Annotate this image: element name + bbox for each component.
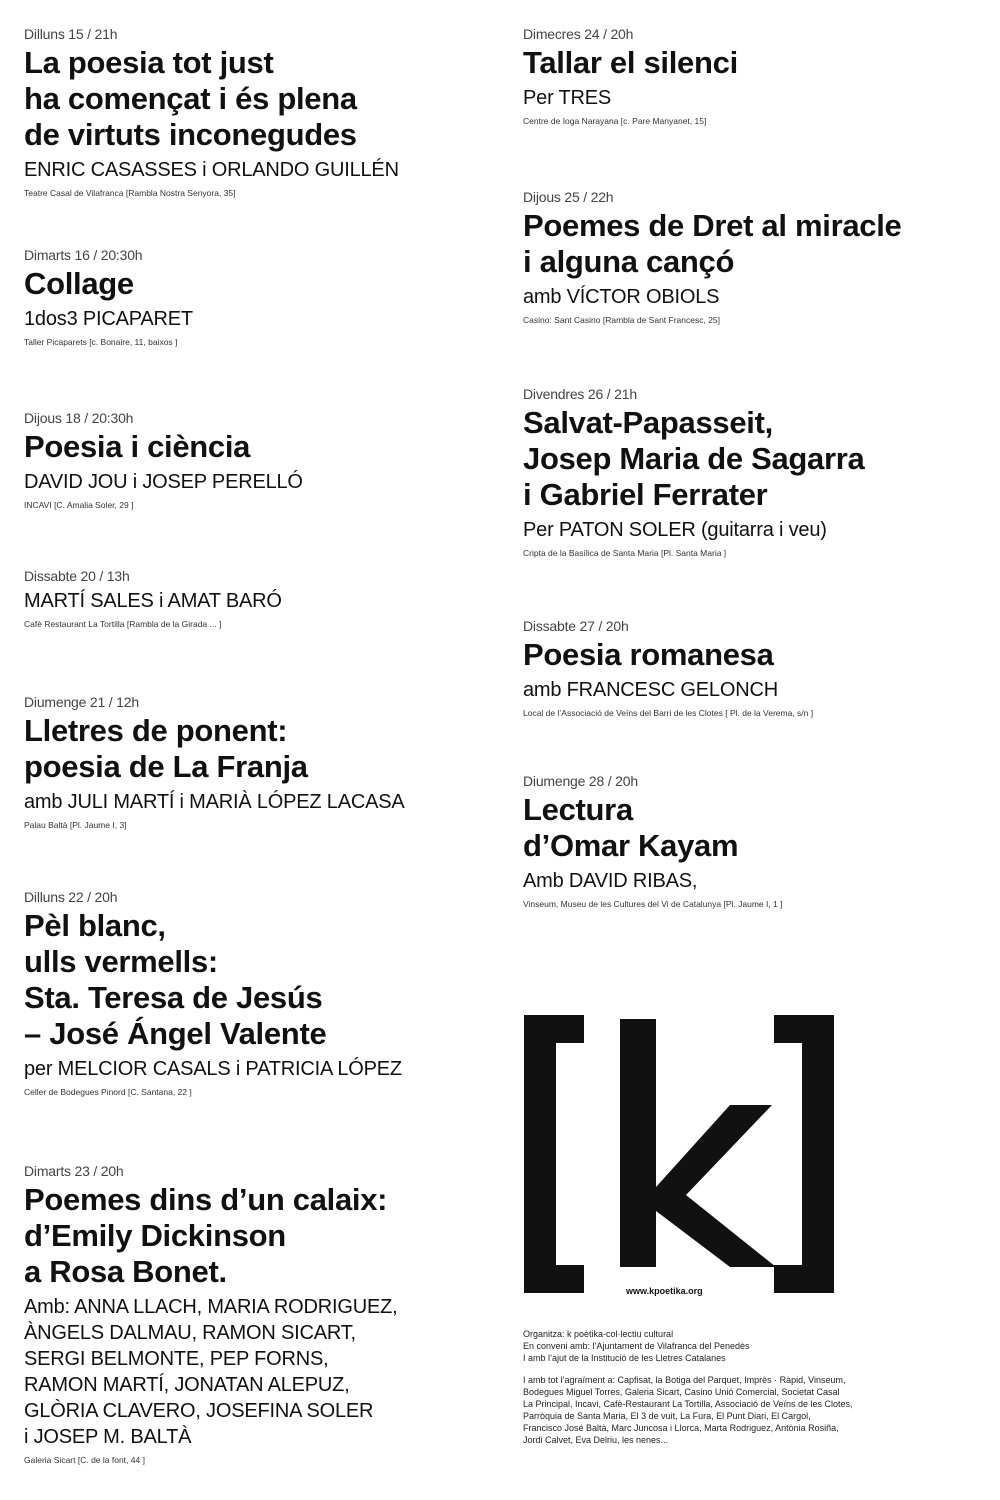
event-date: Diumenge 21 / 12h — [24, 694, 139, 710]
event-title-line: Poesia i ciència — [24, 429, 251, 464]
event-venue: Cripta de la Basílica de Santa Maria [Pl. Santa Maria ] — [523, 548, 727, 558]
event-title — [24, 713, 494, 785]
event-venue: Local de l’Associació de Veïns del Barri de les Clotes [ Pl. de la Verema, s/n ] — [523, 708, 814, 718]
event-date: Diumenge 28 / 20h — [523, 773, 638, 789]
event-title-line: ulls vermells: — [24, 944, 218, 979]
credits-line: I amb l’ajut de la Institució de les Lletres Catalanes — [523, 1353, 726, 1363]
event-date: Dilluns 15 / 21h — [24, 26, 118, 42]
credits-line: Organitza: k poètika-col·lectiu cultural — [523, 1329, 674, 1339]
event-date: Dijous 18 / 20:30h — [24, 410, 134, 426]
event-title-line: de virtuts inconegudes — [24, 117, 357, 152]
event-artists-line: DAVID JOU i JOSEP PERELLÓ — [24, 471, 303, 493]
credits-agraiment — [523, 1374, 973, 1446]
event-title-line: i alguna cançó — [523, 244, 735, 279]
event-title-line: d’Omar Kayam — [523, 828, 739, 863]
event-artists — [523, 868, 983, 894]
event-artists-line: MARTÍ SALES i AMAT BARÓ — [24, 590, 282, 612]
event-date: Dissabte 20 / 13h — [24, 568, 130, 584]
credits-organitza — [523, 1328, 973, 1364]
logo-url[interactable]: www.kpoetika.org — [626, 1286, 703, 1296]
event-artists-line: Per TRES — [523, 87, 612, 109]
event-title — [24, 45, 494, 153]
event-artists-line: ENRIC CASASSES i ORLANDO GUILLÉN — [24, 159, 399, 181]
event-artists — [523, 284, 983, 310]
event-title — [24, 1182, 494, 1290]
left-event-4 — [24, 568, 494, 629]
event-artists-line: 1dos3 PICAPARET — [24, 308, 193, 330]
credits-line: En conveni amb: l’Ajuntament de Vilafranca del Penedès — [523, 1341, 750, 1351]
k-bracket-logo-icon — [524, 1015, 834, 1295]
event-artists-line: amb VÍCTOR OBIOLS — [523, 286, 720, 308]
event-title-line: i Gabriel Ferrater — [523, 477, 768, 512]
event-title — [24, 908, 494, 1052]
credits-line: Jordi Calvet, Eva Delriu, les nenes... — [523, 1435, 669, 1445]
event-title-line: Josep Maria de Sagarra — [523, 441, 865, 476]
event-title — [523, 637, 983, 673]
left-event-5 — [24, 694, 494, 830]
event-artists — [24, 1294, 494, 1450]
event-date: Dimarts 23 / 20h — [24, 1163, 124, 1179]
right-event-5 — [523, 773, 983, 909]
event-title-line: Lletres de ponent: — [24, 713, 288, 748]
event-title-line: Pèl blanc, — [24, 908, 166, 943]
event-artists — [24, 306, 494, 332]
event-title — [24, 266, 494, 302]
event-artists — [24, 789, 494, 815]
credits-line: Francisco José Baltà, Marc Juncosa i Llorca, Marta Rodriguez, Antònia Rosiña, — [523, 1423, 839, 1433]
left-event-7 — [24, 1163, 494, 1465]
event-title — [523, 792, 983, 864]
event-title-line: Salvat-Papasseit, — [523, 405, 773, 440]
credits-line: La Principal, Incavi, Cafè-Restaurant La Tortilla, Associació de Veïns de les Clotes, — [523, 1399, 853, 1409]
event-artists — [24, 588, 494, 614]
event-title-line: La poesia tot just — [24, 45, 274, 80]
right-event-2 — [523, 189, 983, 325]
event-artists — [523, 517, 983, 543]
event-title-line: poesia de La Franja — [24, 749, 308, 784]
event-title-line: Lectura — [523, 792, 633, 827]
event-title-line: – José Ángel Valente — [24, 1016, 327, 1051]
event-artists-line: GLÒRIA CLAVERO, JOSEFINA SOLER — [24, 1400, 374, 1422]
event-artists — [24, 1056, 494, 1082]
credits-line: Bodegues Miguel Torres, Galeria Sicart, Casino Unió Comercial, Societat Casal — [523, 1387, 840, 1397]
event-artists — [24, 469, 494, 495]
event-date: Dijous 25 / 22h — [523, 189, 614, 205]
event-title — [523, 208, 983, 280]
left-event-2 — [24, 247, 494, 347]
event-date: Dilluns 22 / 20h — [24, 889, 118, 905]
event-title — [523, 405, 983, 513]
k-poetika-logo — [524, 1015, 834, 1295]
event-title-line: a Rosa Bonet. — [24, 1254, 227, 1289]
event-artists-line: per MELCIOR CASALS i PATRICIA LÓPEZ — [24, 1058, 402, 1080]
event-venue: Galeria Sicart [C. de la font, 44 ] — [24, 1455, 145, 1465]
credits-line: I amb tot l’agraïment a: Capfisat, la Botiga del Parquet, Imprès · Ràpid, Vinseum, — [523, 1375, 846, 1385]
credits-line: Parròquia de Santa Maria, El 3 de vuit, La Fura, El Punt Diari, El Cargol, — [523, 1411, 811, 1421]
event-artists — [523, 677, 983, 703]
event-title-line: Poemes de Dret al miracle — [523, 208, 902, 243]
event-date: Dimecres 24 / 20h — [523, 26, 634, 42]
event-artists-line: amb FRANCESC GELONCH — [523, 679, 778, 701]
event-title — [24, 429, 494, 465]
right-event-1 — [523, 26, 983, 126]
event-title-line: Sta. Teresa de Jesús — [24, 980, 323, 1015]
event-artists-line: i JOSEP M. BALTÀ — [24, 1426, 192, 1448]
left-event-1 — [24, 26, 494, 198]
event-venue: Cafè Restaurant La Tortilla [Rambla de la Girada ... ] — [24, 619, 222, 629]
event-title-line: ha començat i és plena — [24, 81, 357, 116]
event-artists — [523, 85, 983, 111]
event-title-line: Poemes dins d’un calaix: — [24, 1182, 388, 1217]
event-title-line: Poesia romanesa — [523, 637, 774, 672]
event-date: Dissabte 27 / 20h — [523, 618, 629, 634]
event-artists-line: Amb: ANNA LLACH, MARIA RODRIGUEZ, — [24, 1296, 398, 1318]
event-venue: Vinseum, Museu de les Cultures del Vi de Catalunya [Pl. Jaume I, 1 ] — [523, 899, 783, 909]
event-venue: Palau Baltà [Pl. Jaume I, 3] — [24, 820, 127, 830]
event-artists-line: Per PATON SOLER (guitarra i veu) — [523, 519, 827, 541]
right-event-4 — [523, 618, 983, 718]
event-artists-line: SERGI BELMONTE, PEP FORNS, — [24, 1348, 329, 1370]
event-title-line: d’Emily Dickinson — [24, 1218, 286, 1253]
event-artists — [24, 157, 494, 183]
event-venue: Taller Picaparets [c. Bonaire, 11, baixos ] — [24, 337, 178, 347]
event-artists-line: ÀNGELS DALMAU, RAMON SICART, — [24, 1322, 356, 1344]
left-event-6 — [24, 889, 494, 1097]
event-date: Divendres 26 / 21h — [523, 386, 637, 402]
event-venue: INCAVI [C. Amalia Soler, 29 ] — [24, 500, 134, 510]
event-title-line: Collage — [24, 266, 134, 301]
credits-block — [523, 1328, 973, 1446]
event-title-line: Tallar el silenci — [523, 45, 738, 80]
right-event-3 — [523, 386, 983, 558]
event-artists-line: Amb DAVID RIBAS, — [523, 870, 698, 892]
event-venue: Casino: Sant Casino [Rambla de Sant Francesc, 25] — [523, 315, 721, 325]
event-venue: Celler de Bodegues Pinord [C. Santana, 22 ] — [24, 1087, 192, 1097]
event-date: Dimarts 16 / 20:30h — [24, 247, 143, 263]
event-venue: Centre de Ioga Narayana [c. Pare Manyanet, 15] — [523, 116, 707, 126]
event-venue: Teatre Casal de Vilafranca [Rambla Nostra Senyora, 35] — [24, 188, 236, 198]
left-event-3 — [24, 410, 494, 510]
event-artists-line: RAMON MARTÍ, JONATAN ALEPUZ, — [24, 1374, 350, 1396]
event-artists-line: amb JULI MARTÍ i MARIÀ LÓPEZ LACASA — [24, 791, 405, 813]
event-title — [523, 45, 983, 81]
